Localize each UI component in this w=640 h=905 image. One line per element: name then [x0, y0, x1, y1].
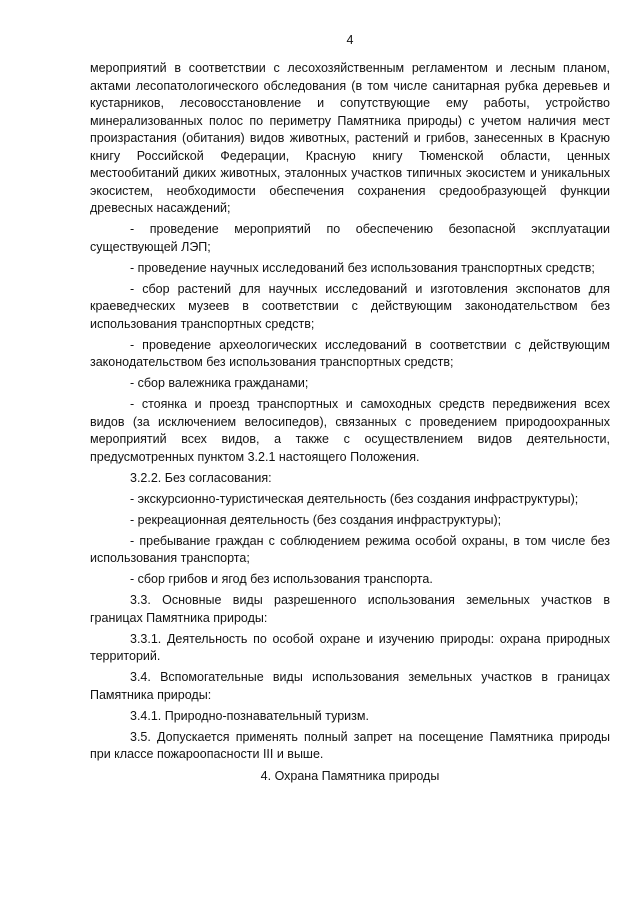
paragraph-archaeology: - проведение археологических исследований в соответствии с действующим законодательством без использования транспортных средств;: [90, 337, 610, 369]
paragraph-deadwood: - сбор валежника гражданами;: [130, 376, 309, 390]
paragraph-recreation: - рекреационная деятельность (без создания инфраструктуры);: [130, 512, 502, 527]
page-number: 4: [346, 33, 354, 47]
paragraph-vehicles: - стоянка и проезд транспортных и самоходных средств передвижения всех видов (за исключением велосипедов), связанных с проведением природоохранных мероприятий всех видов, а также с осуществлением видов деятельности, предусмотренных пунктом 3.2.1 настоящего Положения.: [90, 397, 610, 464]
document-body: [90, 60, 610, 789]
paragraph-3-5: 3.5. Допускается применять полный запрет на посещение Памятника природы при классе пожароопасности III и выше.: [90, 729, 610, 761]
section-heading: 4. Охрана Памятника природы: [260, 768, 440, 783]
paragraph-3-2-2: 3.2.2. Без согласования:: [130, 470, 272, 485]
paragraph-citizens-stay: - пребывание граждан с соблюдением режима особой охраны, в том числе без использования транспорта;: [90, 533, 610, 565]
paragraph-mushrooms-berries: - сбор грибов и ягод без использования транспорта.: [130, 572, 433, 586]
paragraph-3-3: 3.3. Основные виды разрешенного использования земельных участков в границах Памятника природы:: [90, 593, 610, 625]
paragraph-forest-measures: мероприятий в соответствии с лесохозяйственным регламентом и лесным планом, актами лесопатологического обследования (в том числе санитарная рубка деревьев и кустарников, лесовосстановление и сопутствующие ему работы, устройство минерализованных полос по периметру Памятника природы) с учетом наличия мест произрастания (обитания) видов животных, растений и грибов, занесенных в Красную книгу Российской Федерации, Красную книгу Тюменской области, ценных местообитаний диких животных, эталонных участков типичных экосистем и уникальных экосистем, необходимости обеспечения сохранения средообразующей функции древесных насаждений;: [90, 61, 610, 215]
paragraph-excursion: - экскурсионно-туристическая деятельность (без создания инфраструктуры);: [130, 491, 579, 506]
paragraph-3-4-1: 3.4.1. Природно-познавательный туризм.: [130, 708, 369, 723]
paragraph-scientific-research: - проведение научных исследований без использования транспортных средств;: [130, 260, 595, 275]
paragraph-3-3-1: 3.3.1. Деятельность по особой охране и изучению природы: охрана природных территорий.: [90, 631, 610, 663]
document-page: [90, 0, 610, 905]
paragraph-power-line: - проведение мероприятий по обеспечению безопасной эксплуатации существующей ЛЭП;: [90, 222, 610, 254]
paragraph-3-4: 3.4. Вспомогательные виды использования земельных участков в границах Памятника природы:: [90, 670, 610, 702]
paragraph-plant-collection: - сбор растений для научных исследований и изготовления экспонатов для краеведческих музеев в соответствии с действующим законодательством без использования транспортных средств;: [90, 281, 610, 331]
